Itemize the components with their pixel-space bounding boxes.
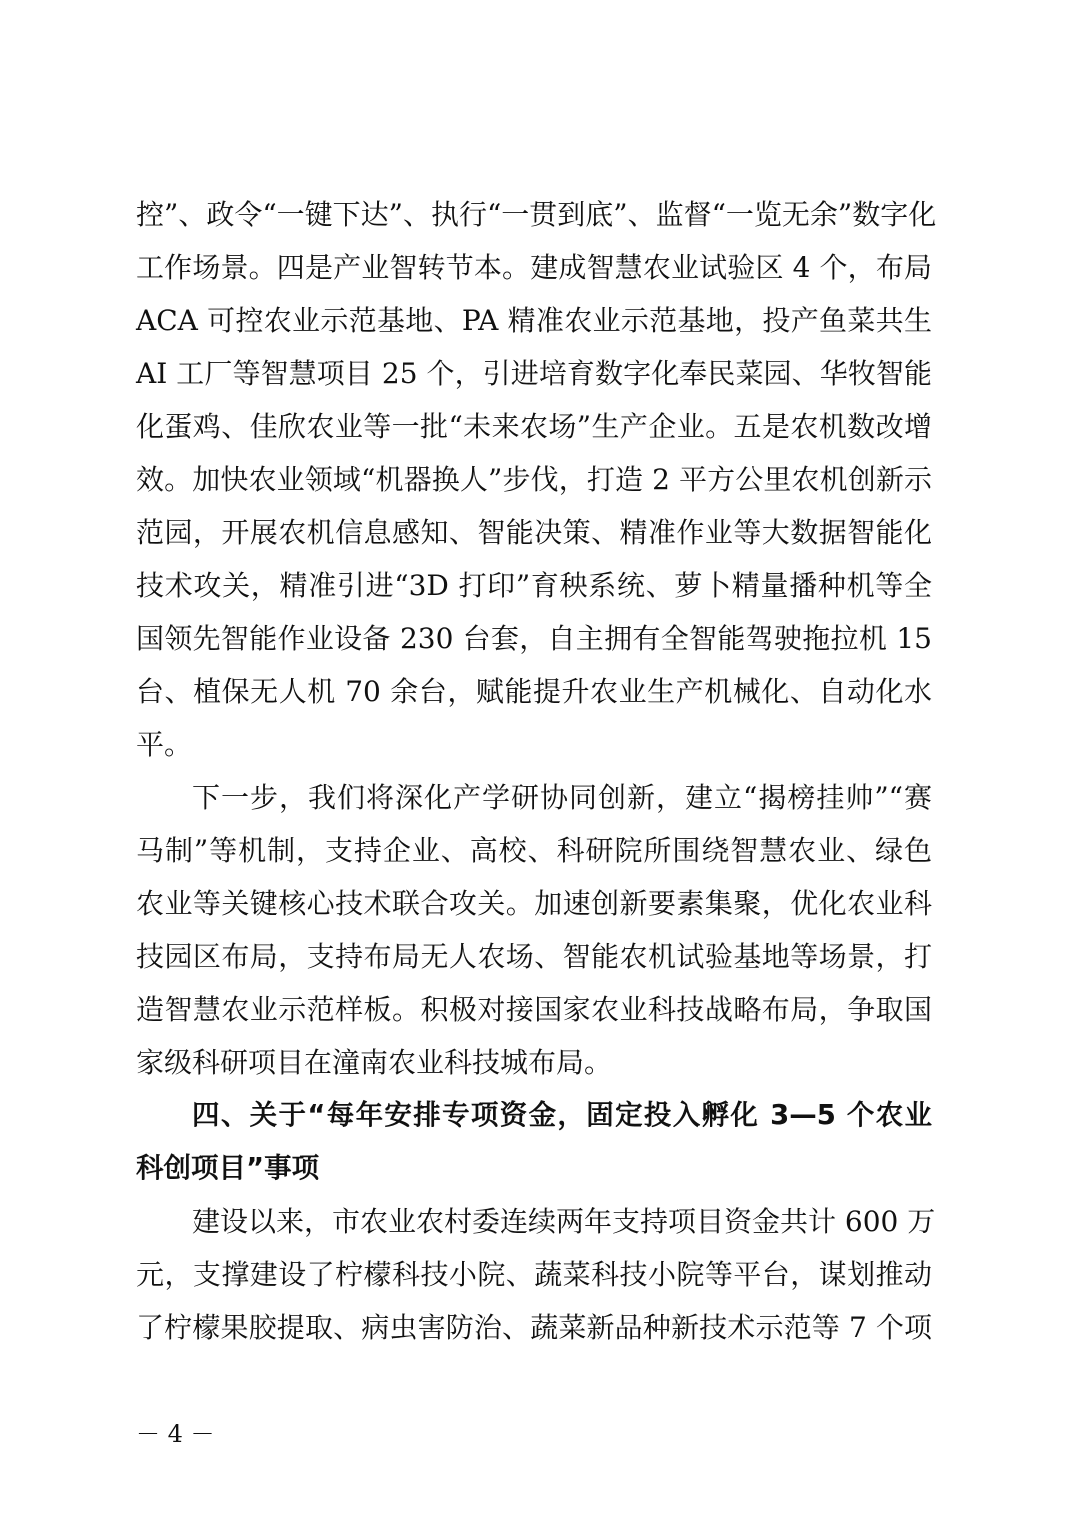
- text-line-3: ACA 可控农业示范基地、PA 精准农业示范基地，投产鱼菜共生: [136, 304, 932, 337]
- document-body: [136, 188, 937, 1354]
- text-line-15: 技园区布局，支持布局无人农场、智能农机试验基地等场景，打: [136, 940, 932, 973]
- text-line-8: 技术攻关，精准引进“3D 打印”育秧系统、萝卜精量播种机等全: [136, 569, 932, 602]
- page-number: － 4 －: [136, 1420, 215, 1448]
- text-line-5: 化蛋鸡、佳欣农业等一批“未来农场”生产企业。五是农机数改增: [136, 410, 932, 443]
- text-line-7: 范园，开展农机信息感知、智能决策、精准作业等大数据智能化: [136, 516, 932, 549]
- text-line-12: 下一步，我们将深化产学研协同创新，建立“揭榜挂帅”“赛: [192, 781, 932, 814]
- text-line-9: 国领先智能作业设备 230 台套，自主拥有全智能驾驶拖拉机 15: [136, 622, 932, 655]
- text-line-11: 平。: [136, 728, 193, 761]
- text-line-4: AI 工厂等智慧项目 25 个，引进培育数字化奉民菜园、华牧智能: [136, 357, 932, 390]
- text-line-22: 了柠檬果胶提取、病虫害防治、蔬菜新品种新技术示范等 7 个项: [136, 1311, 932, 1344]
- text-line-16: 造智慧农业示范样板。积极对接国家农业科技战略布局，争取国: [136, 993, 932, 1026]
- text-line-13: 马制”等机制，支持企业、高校、科研院所围绕智慧农业、绿色: [136, 834, 932, 867]
- text-line-2: 工作场景。四是产业智转节本。建成智慧农业试验区 4 个，布局: [136, 251, 932, 284]
- text-line-17: 家级科研项目在潼南农业科技城布局。: [136, 1046, 613, 1079]
- text-line-10: 台、植保无人机 70 余台，赋能提升农业生产机械化、自动化水: [136, 675, 932, 708]
- text-line-6: 效。加快农业领域“机器换人”步伐，打造 2 平方公里农机创新示: [136, 463, 932, 496]
- text-line-21: 元，支撑建设了柠檬科技小院、蔬菜科技小院等平台，谋划推动: [136, 1258, 932, 1291]
- text-line-20: 建设以来，市农业农村委连续两年支持项目资金共计 600 万: [192, 1205, 936, 1238]
- section-heading-line-2: 科创项目”事项: [136, 1152, 320, 1184]
- text-line-1: 控”、政令“一键下达”、执行“一贯到底”、监督“一览无余”数字化: [136, 198, 937, 231]
- text-line-14: 农业等关键核心技术联合攻关。加速创新要素集聚，优化农业科: [136, 887, 932, 920]
- section-heading-line-1: 四、关于“每年安排专项资金，固定投入孵化 3—5 个农业: [192, 1099, 932, 1131]
